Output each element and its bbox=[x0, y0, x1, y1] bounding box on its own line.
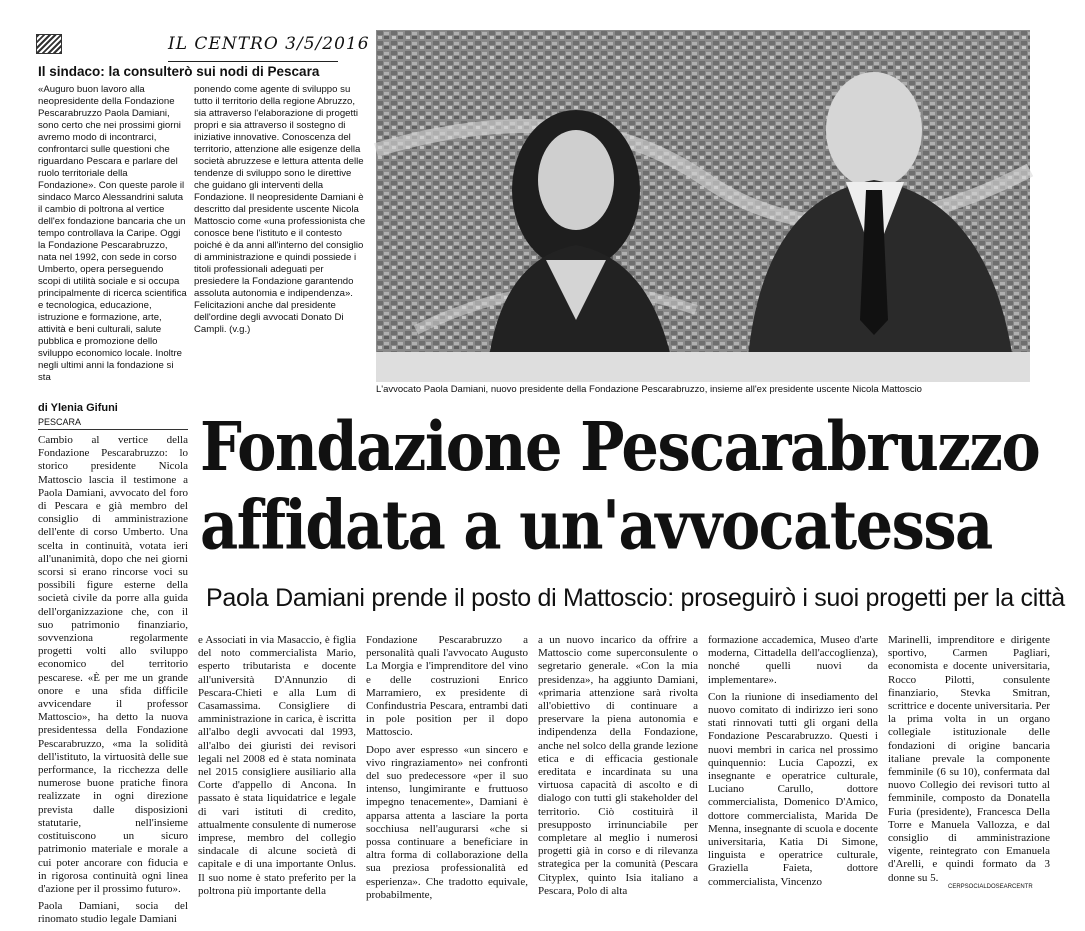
article-column-2 bbox=[198, 634, 356, 902]
headline-line-1: Fondazione Pescarabruzzo bbox=[200, 406, 1040, 487]
article-paragraph: formazione accademica, Museo d'arte moderna, Cittadella dell'accoglienza), nonché quelli nuovi da implementare». bbox=[708, 634, 878, 686]
article-column-6 bbox=[888, 634, 1050, 889]
sidebar-column-2: ponendo come agente di sviluppo su tutto il territorio della regione Abruzzo, sia attraverso l'elaborazione di progetti propri e sia attraverso il sostegno di iniziative innovative. Conoscenza del territorio, attenzione alle esigenze della società abruzzese e lettura attenta delle tendenze di sviluppo sono le direttive che guidano gli interventi della Fondazione. Il neopresidente Damiani è descritto dal presidente uscente Nicola Mattoscio come «una professionista che conosce bene l'istituto e il contesto poiché è da anni all'interno del consiglio di amministrazione e quindi possiede i titoli professionali adeguati per presiedere la Fondazione garantendo assoluta autonomia e indipendenza». Felicitazioni anche dal presidente dell'ordine degli avvocati Donato Di Campli. (v.g.) bbox=[194, 84, 366, 335]
byline-divider bbox=[38, 429, 188, 430]
article-column-4 bbox=[538, 634, 698, 902]
photo-caption: L'avvocato Paola Damiani, nuovo presidente della Fondazione Pescarabruzzo, insieme all'ex presidente uscente Nicola Mattoscio bbox=[376, 384, 922, 395]
article-paragraph: Dopo aver espresso «un sincero e vivo ringraziamento» nei confronti del suo predecessore «per il suo intenso, lungimirante e fruttuoso impegno tenacemente», Damiani è apparsa attenta a lasciare la porta socchiusa nell'augurarsi «che si possa continuare a beneficiare in altra forma di collaborazione della sua preziosa professionalità ed esperienza». Che tradotto equivale, probabilmente, bbox=[366, 743, 528, 901]
article-paragraph: Cambio al vertice della Fondazione Pescarabruzzo: lo storico presidente Nicola Mattoscio lascia il testimone a Paola Damiani, avvocato del foro di Pescara e già membro del consiglio di amministrazione dell'ente di corso Umberto. Una scelta in continuità, votata ieri all'unanimità, dopo che nei giorni scorsi si erano rincorse voci su possibili figure esterne della società civile da porre alla guida dell'organizzazione che, con il suo patrimonio finanziario, sovvenziona regolarmente progetti volti allo sviluppo economico del territorio pescarese. «È per me un grande onore e una sfida difficile avvicendare il professor Mattoscio», ha detto la nuova presidentessa della Fondazione Pescarabruzzo, «ma la solidità dell'istituto, la virtuosità delle sue performance, la ricchezza delle numerose buone pratiche finora realizzate in ogni direzione prevista dalle disposizioni statutarie, nell'insieme costituiscono un sicuro patrimonio materiale e morale a cui poter ancorare con fiducia e in rigorosa continuità ogni linea d'azione per il prossimo futuro». bbox=[38, 434, 188, 895]
article-paragraph: Marinelli, imprenditore e dirigente sportivo, Carmen Pagliari, economista e docente universitaria, Rocco Pilotti, consulente finanziario, Stevka Smitran, scrittrice e docente universitaria. Per la prima volta in un organo collegiale istituzionale delle fondazioni di origine bancaria italiane prevale la componente femminile (6 su 10), confermata dal nuovo Collegio dei revisori tutto al femminile, composto da Donatella Furia (presidente), Francesca Della Torre e Manuela Vallozza, e dal consiglio di amministrazione vigente, reintegrato con Emanuela d'Arelli, e quindi formato da 3 donne su 5. bbox=[888, 634, 1050, 884]
article-photo bbox=[376, 30, 1030, 382]
sidebar-title: Il sindaco: la consulterò sui nodi di Pescara bbox=[38, 64, 320, 79]
subheadline: Paola Damiani prende il posto di Mattoscio: proseguirò i suoi progetti per la città bbox=[206, 584, 1065, 612]
article-paragraph: Con la riunione di insediamento del nuovo comitato di indirizzo ieri sono stati rinnovati tutti gli organi della Fondazione Pescarabruzzo. Questi i nuovi membri in carica nel prossimo quinquennio: Lucia Capozzi, ex insegnante e operatrice culturale, Luciano Carullo, dottore commercialista, Domenico D'Amico, dottore commercialista, Marida De Menna, insegnante di scuola e docente universitaria, Katia Di Simone, linguista e operatrice culturale, Graziella Faieta, dottore commercialista, Vincenzo bbox=[708, 690, 878, 888]
article-paragraph: Fondazione Pescarabruzzo a personalità quali l'avvocato Augusto La Morgia e l'imprenditore del vino e delle costruzioni Enrico Marramiero, ex presidente di Confindustria Pescara, entrambi dati in pole position per il dopo Mattoscio. bbox=[366, 634, 528, 739]
article-paragraph: e Associati in via Masaccio, è figlia del noto commercialista Mario, esperto tributarista e docente all'università D'Annunzio di Pescara-Chieti e alla Lum di Casamassima. Consigliere di amministrazione in carica, è iscritta all'albo degli avvocati dal 1993, all'albo dei giuristi dei revisori legali nel 2008 ed è stata nominata nel 2015 consigliere ausiliario alla Corte d'appello di Ancona. In passato è stata liquidatrice e legale di vari istituti di credito, attualmente consulente di numerose imprese, membro del collegio sindacale di alcune società di capitale e di una importante Onlus. Il suo nome è stato preferito per la poltrona più importante della bbox=[198, 634, 356, 897]
article-column-3 bbox=[366, 634, 528, 906]
handwritten-source-note: IL CENTRO 3/5/2016 bbox=[168, 34, 338, 62]
headline bbox=[200, 408, 1060, 564]
dateline-location: PESCARA bbox=[38, 417, 82, 427]
sidebar-column-1: «Auguro buon lavoro alla neopresidente della Fondazione Pescarabruzzo Paola Damiani, sono certo che nei prossimi giorni avremo modo di incontrarci, confrontarci sulle questioni che riguardano Pescara e parlare del ruolo territoriale della Fondazione». Con queste parole il sindaco Marco Alessandrini saluta il cambio di poltrona al vertice dell'ex fondazione bancaria che un tempo controllava la Caripe. Oggi la Fondazione Pescarabruzzo, nata nel 1992, con sede in corso Umberto, opera perseguendo scopi di utilità sociale e si occupa principalmente di ricerca scientifica e tecnologica, educazione, istruzione e formazione, arte, attività e beni culturali, salute pubblica e promozione dello sviluppo economico locale. Inoltre negli ultimi anni la fondazione si sta bbox=[38, 84, 187, 383]
byline: di Ylenia Gifuni bbox=[38, 402, 118, 414]
article-column-5 bbox=[708, 634, 878, 893]
article-paragraph: a un nuovo incarico da offrire a Mattoscio come superconsulente o segretario generale. «Con la mia presidenza», ha aggiunto Damiani, «primaria attenzione sarà rivolta all'obiettivo di continuare a preservare la piena autonomia e indipendenza della Fondazione, anche nel solco della grande lezione etica e di efficacia gestionale ereditata e incardinata su una virtuosa capacità di ascolto e di dialogo con tutti gli stakeholder del territorio. Ciò costituirà il presupposto irrinunciabile per completare al meglio i numerosi progetti già in corso e di rilevanza strategica per la comunità (Pescara Cityplex, quinto Isia italiano a Pescara, Polo di alta bbox=[538, 634, 698, 897]
newspaper-corner-icon bbox=[36, 34, 62, 54]
article-paragraph: Paola Damiani, socia del rinomato studio legale Damiani bbox=[38, 900, 188, 926]
headline-line-2: affidata a un'avvocatessa bbox=[200, 485, 992, 565]
article-column-1 bbox=[38, 434, 188, 931]
footer-credit: CERPSOCIALDOSEARCENTR bbox=[948, 884, 1033, 890]
